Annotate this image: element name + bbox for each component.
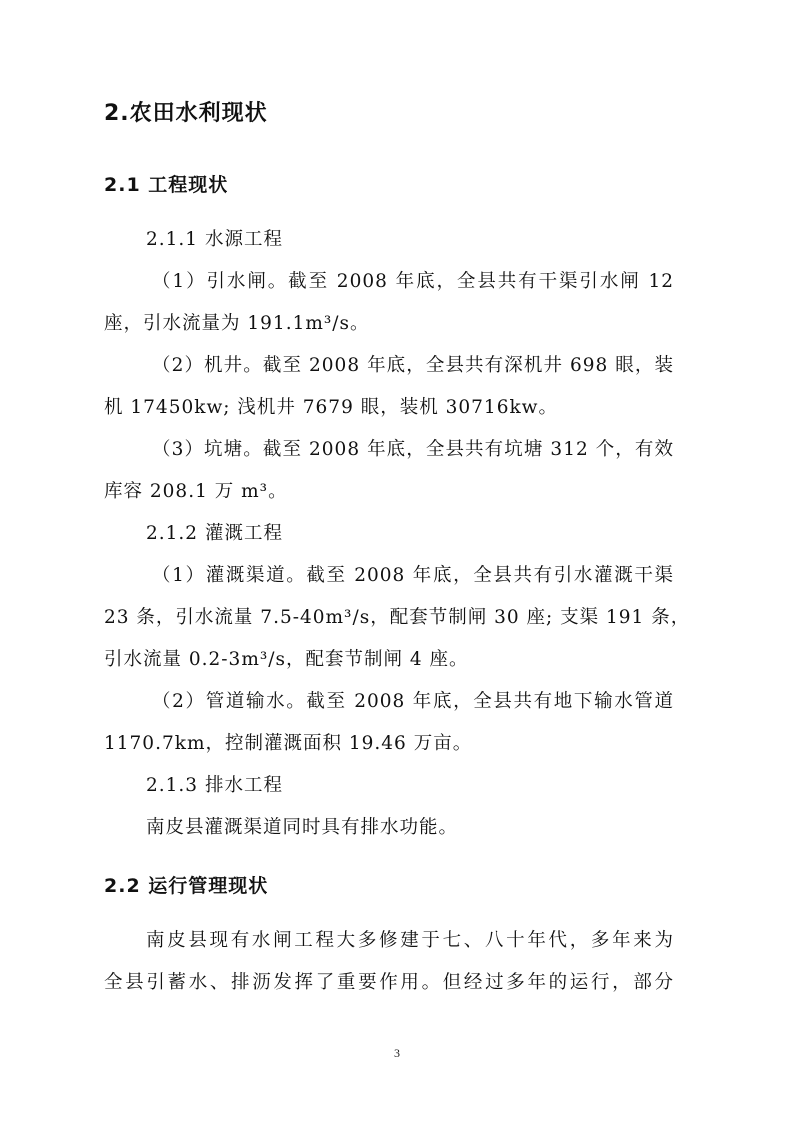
paragraph-line: 库容 208.1 万 m³。 [104, 481, 288, 502]
paragraph-line: （1）灌溉渠道。截至 2008 年底，全县共有引水灌溉干渠 [152, 565, 674, 586]
subsection-heading-2-1-3: 2.1.3 排水工程 [146, 775, 283, 796]
subsection-heading-2-1-1: 2.1.1 水源工程 [146, 229, 283, 250]
paragraph-line: （2）机井。截至 2008 年底，全县共有深机井 698 眼，装 [152, 355, 674, 376]
chapter-heading: 2.农田水利现状 [104, 101, 268, 126]
subsection-heading-2-1-2: 2.1.2 灌溉工程 [146, 523, 283, 544]
paragraph-line: （2）管道输水。截至 2008 年底，全县共有地下输水管道 [152, 691, 674, 712]
page-number: 3 [394, 1046, 400, 1060]
section-2-2-body [104, 920, 674, 1004]
paragraph-line: 座，引水流量为 191.1m³/s。 [104, 313, 370, 334]
paragraph-line: 机 17450kw; 浅机井 7679 眼，装机 30716kw。 [104, 397, 559, 418]
section-2-1-body [104, 219, 691, 849]
paragraph-line: （1）引水闸。截至 2008 年底，全县共有干渠引水闸 12 [152, 271, 674, 292]
paragraph-line: 南皮县现有水闸工程大多修建于七、八十年代，多年来为 [146, 930, 674, 951]
paragraph-line: 引水流量 0.2-3m³/s，配套节制闸 4 座。 [104, 649, 469, 670]
section-heading-2-1: 2.1 工程现状 [104, 174, 229, 196]
section-heading-2-2: 2.2 运行管理现状 [104, 875, 269, 897]
paragraph-line: 1170.7km，控制灌溉面积 19.46 万亩。 [104, 733, 473, 754]
paragraph-line: 南皮县灌溉渠道同时具有排水功能。 [146, 817, 459, 838]
paragraph-line: 全县引蓄水、排沥发挥了重要作用。但经过多年的运行，部分 [104, 972, 674, 993]
paragraph-line: 23 条，引水流量 7.5-40m³/s，配套节制闸 30 座; 支渠 191 条， [104, 607, 691, 628]
paragraph-line: （3）坑塘。截至 2008 年底，全县共有坑塘 312 个，有效 [152, 439, 674, 460]
